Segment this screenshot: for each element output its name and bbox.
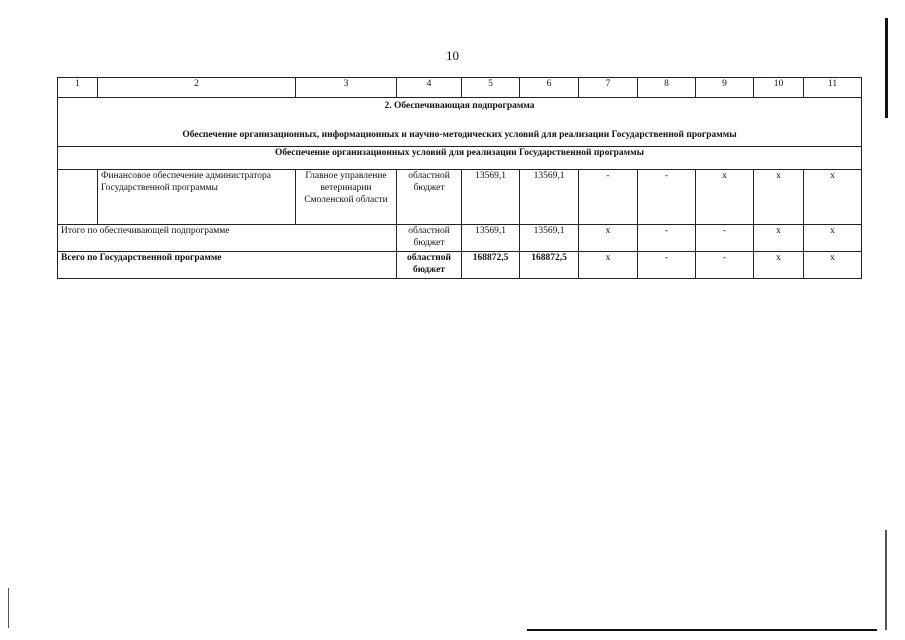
table-row	[58, 170, 862, 225]
value-col5: 13569,1	[462, 170, 520, 225]
header-cell: 9	[696, 78, 754, 98]
scan-edge-line	[885, 18, 888, 118]
row-number-cell	[58, 170, 98, 225]
header-row	[58, 78, 862, 98]
scan-edge-line	[8, 588, 9, 628]
funding-source: областной бюджет	[397, 225, 462, 252]
header-cell: 3	[296, 78, 397, 98]
subsection-title: Обеспечение организационных условий для реализации Государственной программы	[58, 147, 862, 170]
value-col9: х	[696, 170, 754, 225]
header-cell: 7	[579, 78, 638, 98]
subtotal-row	[58, 225, 862, 252]
value-col7: х	[579, 251, 638, 278]
total-label: Всего по Государственной программе	[58, 251, 397, 278]
page-number: 10	[446, 48, 459, 63]
value-col10: х	[754, 170, 804, 225]
section-cell	[58, 98, 862, 147]
scan-edge-line	[885, 530, 887, 630]
value-col5: 168872,5	[462, 251, 520, 278]
header-cell: 5	[462, 78, 520, 98]
header-cell: 4	[397, 78, 462, 98]
budget-table	[57, 77, 862, 279]
subtotal-label: Итого по обеспечивающей подпрограмме	[58, 225, 397, 252]
section-subtitle: Обеспечение организационных, информационных и научно-методических условий для реализации Государственной программы	[182, 129, 737, 140]
value-col10: х	[754, 251, 804, 278]
header-cell: 11	[804, 78, 862, 98]
value-col11: х	[804, 170, 862, 225]
scan-edge-line	[527, 629, 877, 631]
value-col7: -	[579, 170, 638, 225]
value-col8: -	[638, 170, 696, 225]
value-col10: х	[754, 225, 804, 252]
value-col11: х	[804, 251, 862, 278]
value-col8: -	[638, 251, 696, 278]
subsection-row	[58, 147, 862, 170]
value-col6: 13569,1	[520, 225, 579, 252]
value-col9: -	[696, 225, 754, 252]
value-col5: 13569,1	[462, 225, 520, 252]
funding-source: областной бюджет	[397, 251, 462, 278]
header-cell: 1	[58, 78, 98, 98]
value-col9: -	[696, 251, 754, 278]
header-cell: 2	[98, 78, 296, 98]
value-col8: -	[638, 225, 696, 252]
header-cell: 10	[754, 78, 804, 98]
total-row	[58, 251, 862, 278]
executor-name: Главное управление ветеринарии Смоленской области	[296, 170, 397, 225]
value-col7: х	[579, 225, 638, 252]
measure-name: Финансовое обеспечение администратора Государственной программы	[98, 170, 296, 225]
funding-source: областной бюджет	[397, 170, 462, 225]
section-row	[58, 98, 862, 147]
header-cell: 6	[520, 78, 579, 98]
section-title: 2. Обеспечивающая подпрограмма	[384, 101, 535, 111]
value-col6: 168872,5	[520, 251, 579, 278]
value-col6: 13569,1	[520, 170, 579, 225]
value-col11: х	[804, 225, 862, 252]
header-cell: 8	[638, 78, 696, 98]
